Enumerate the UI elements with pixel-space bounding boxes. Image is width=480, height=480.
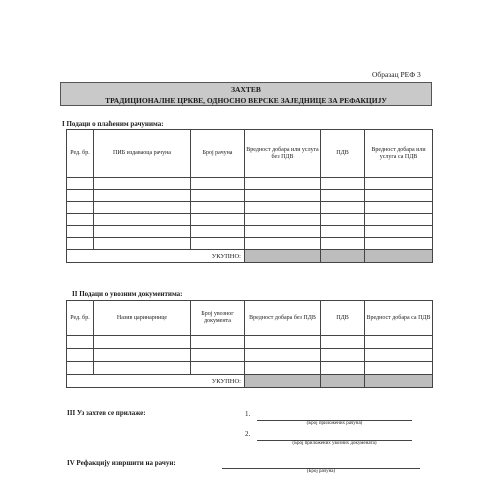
column-header: ПДВ	[321, 301, 365, 336]
form-title	[60, 82, 432, 106]
table-header-row	[67, 301, 433, 336]
attached-import-docs-caption: (Број приложених увозних докумената)	[292, 441, 377, 446]
attachment-number: 2.	[245, 430, 251, 438]
form-code: Образац РЕФ 3	[372, 70, 421, 79]
total-cell	[365, 375, 433, 388]
refund-account-field[interactable]	[222, 458, 420, 469]
table-row[interactable]	[67, 202, 433, 214]
section3-label: III Уз захтев се прилаже:	[67, 409, 146, 417]
table-row[interactable]	[67, 336, 433, 349]
column-header: Ред. бр.	[67, 301, 94, 336]
table-row[interactable]	[67, 226, 433, 238]
column-header: Ред. бр.	[67, 130, 94, 178]
attached-invoices-field[interactable]	[257, 410, 412, 421]
table-row[interactable]	[67, 349, 433, 362]
form-title-line1: ЗАХТЕВ	[231, 85, 261, 94]
column-header: Вредност добара или услуга са ПДВ	[365, 130, 433, 178]
attached-invoices-caption: (Број приложених рачуна)	[306, 421, 363, 426]
total-label: УКУПНО:	[67, 375, 245, 388]
attachment-number: 1.	[245, 410, 251, 418]
table-row[interactable]	[67, 214, 433, 226]
section1-label: I Подаци о плаћеним рачунима:	[62, 120, 164, 128]
table-row[interactable]	[67, 178, 433, 190]
total-cell	[245, 375, 321, 388]
paid-invoices-table	[66, 129, 433, 263]
total-cell	[321, 375, 365, 388]
total-label: УКУПНО:	[67, 250, 245, 263]
column-header: Вредност добара или услуга без ПДВ	[245, 130, 321, 178]
table-row[interactable]	[67, 190, 433, 202]
total-row	[67, 250, 433, 263]
section2-label: II Подаци о увозним документима:	[72, 290, 183, 298]
column-header: Број увозног документа	[191, 301, 245, 336]
section4-label: IV Рефакцију извршити на рачун:	[67, 459, 176, 467]
column-header: ПДВ	[321, 130, 365, 178]
total-cell	[245, 250, 321, 263]
column-header: Вредност добара без ПДВ	[245, 301, 321, 336]
table-header-row	[67, 130, 433, 178]
column-header: Назив царинарнице	[94, 301, 191, 336]
column-header: Број рачуна	[191, 130, 245, 178]
total-cell	[365, 250, 433, 263]
column-header: Вредност добара са ПДВ	[365, 301, 433, 336]
import-documents-table	[66, 300, 433, 388]
table-row[interactable]	[67, 238, 433, 250]
form-title-line2: ТРАДИЦИОНАЛНЕ ЦРКВЕ, ОДНОСНО ВЕРСКЕ ЗАЈЕДНИЦЕ ЗА РЕФАКЦИЈУ	[105, 96, 387, 105]
column-header: ПИБ издаваоца рачуна	[94, 130, 191, 178]
total-row	[67, 375, 433, 388]
table-row[interactable]	[67, 362, 433, 375]
total-cell	[321, 250, 365, 263]
attached-import-docs-field[interactable]	[257, 430, 412, 441]
refund-account-caption: (Број рачуна)	[306, 469, 336, 474]
